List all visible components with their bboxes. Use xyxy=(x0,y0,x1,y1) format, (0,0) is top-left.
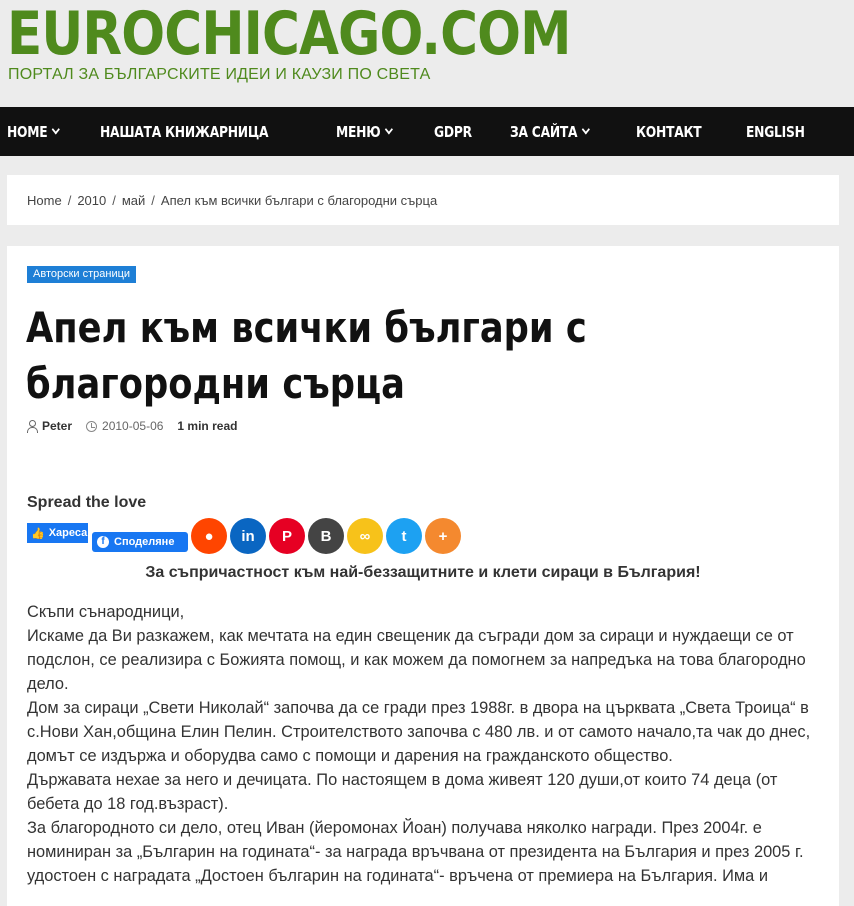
breadcrumb xyxy=(7,175,839,225)
thumbs-up-icon: 👍 xyxy=(31,527,45,540)
reddit-icon[interactable]: ● xyxy=(191,518,227,554)
article-body xyxy=(27,600,827,888)
breadcrumb-separator: / xyxy=(151,192,155,208)
facebook-icon: f xyxy=(97,536,109,548)
pinterest-icon[interactable]: P xyxy=(269,518,305,554)
article-paragraph: Скъпи сънародници, xyxy=(27,603,185,621)
copy-link-icon[interactable]: ∞ xyxy=(347,518,383,554)
nav-item-label: ENGLISH xyxy=(745,122,805,141)
nav-item-label: КОНТАКТ xyxy=(635,122,702,141)
facebook-share-button[interactable] xyxy=(92,532,188,552)
nav-item-за-сайта[interactable] xyxy=(510,123,589,141)
more-icon[interactable]: + xyxy=(425,518,461,554)
nav-item-контакт[interactable] xyxy=(636,123,701,141)
nav-item-home[interactable] xyxy=(7,123,59,141)
share-buttons xyxy=(27,518,461,554)
post-meta xyxy=(27,419,237,433)
nav-item-label: НАШАТА КНИЖАРНИЦА xyxy=(100,122,269,141)
nav-item-нашата-книжарница[interactable] xyxy=(100,123,268,141)
post-date[interactable]: 2010-05-06 xyxy=(102,419,164,433)
nav-item-english[interactable] xyxy=(746,123,805,141)
nav-item-меню[interactable] xyxy=(336,123,392,141)
breadcrumb-month[interactable]: май xyxy=(121,192,146,208)
clock-icon xyxy=(86,421,97,432)
nav-item-label: МЕНЮ xyxy=(335,122,380,141)
breadcrumb-current: Апел към всички българи с благородни сърца xyxy=(160,192,438,208)
site-title[interactable]: EUROCHICAGO.COM xyxy=(7,0,571,69)
linkedin-icon[interactable]: in xyxy=(230,518,266,554)
twitter-icon[interactable]: t xyxy=(386,518,422,554)
article xyxy=(7,246,839,906)
article-paragraph: За благородното си дело, отец Иван (йеромонах Йоан) получава няколко награди. През 2004г. е номиниран за „Българин на годината“- за награда връчвана от президента на България и през 2005 г. удостоен с наградата „Достоен българин на годината“- връчена от премиера на България. Има и xyxy=(27,819,804,885)
post-title: Апел към всички българи с благородни сърца xyxy=(26,303,587,408)
article-lead: За съпричастност към най-беззащитните и клети сираци в България! xyxy=(145,564,701,581)
site-tagline: ПОРТАЛ ЗА БЪЛГАРСКИТЕ ИДЕИ И КАУЗИ ПО СВЕТА xyxy=(8,66,431,83)
spread-the-love-heading: Spread the love xyxy=(27,494,147,511)
chevron-down-icon xyxy=(384,124,392,134)
site-header xyxy=(0,0,854,107)
nav-item-label: GDPR xyxy=(433,122,472,141)
article-paragraph: Държавата нехае за него и дечицата. По настоящем в дома живеят 120 души,от които 74 деца (от бебета до 18 год.възраст). xyxy=(27,771,778,813)
article-paragraph: Дом за сираци „Свети Николай“ започва да се гради през 1988г. в двора на църквата „Света Троица“ в с.Нови Хан,община Елин Пелин. Строителството започва с 480 лв. и от самото начало,та чак до днес, домът се издържа и оборудва само с помощи и дарения на гражданското общество. xyxy=(27,699,811,765)
blogger-icon[interactable]: B xyxy=(308,518,344,554)
nav-item-label: ЗА САЙТА xyxy=(509,122,578,141)
main-navigation xyxy=(0,107,854,156)
chevron-down-icon xyxy=(52,124,60,134)
breadcrumb-separator: / xyxy=(112,192,116,208)
chevron-down-icon xyxy=(582,124,590,134)
breadcrumb-home[interactable]: Home xyxy=(27,192,62,208)
article-paragraph: Искаме да Ви разкажем, как мечтата на един свещеник да съгради дом за сираци и нуждаещи се от подслон, се реализира с Божията помощ, и как можем да помогнем за напредъка на това благородно дело. xyxy=(27,627,806,693)
read-time: 1 min read xyxy=(177,419,238,433)
nav-item-label: HOME xyxy=(7,122,48,141)
user-icon xyxy=(27,420,37,432)
breadcrumb-separator: / xyxy=(67,192,72,208)
facebook-like-label: Хареса xyxy=(48,527,88,539)
nav-item-gdpr[interactable] xyxy=(434,123,472,141)
category-badge[interactable]: Авторски страници xyxy=(27,266,136,283)
breadcrumb-year[interactable]: 2010 xyxy=(77,192,107,208)
post-author[interactable]: Peter xyxy=(42,419,73,433)
facebook-share-label: Споделяне xyxy=(114,536,175,548)
facebook-like-button[interactable] xyxy=(27,523,88,543)
